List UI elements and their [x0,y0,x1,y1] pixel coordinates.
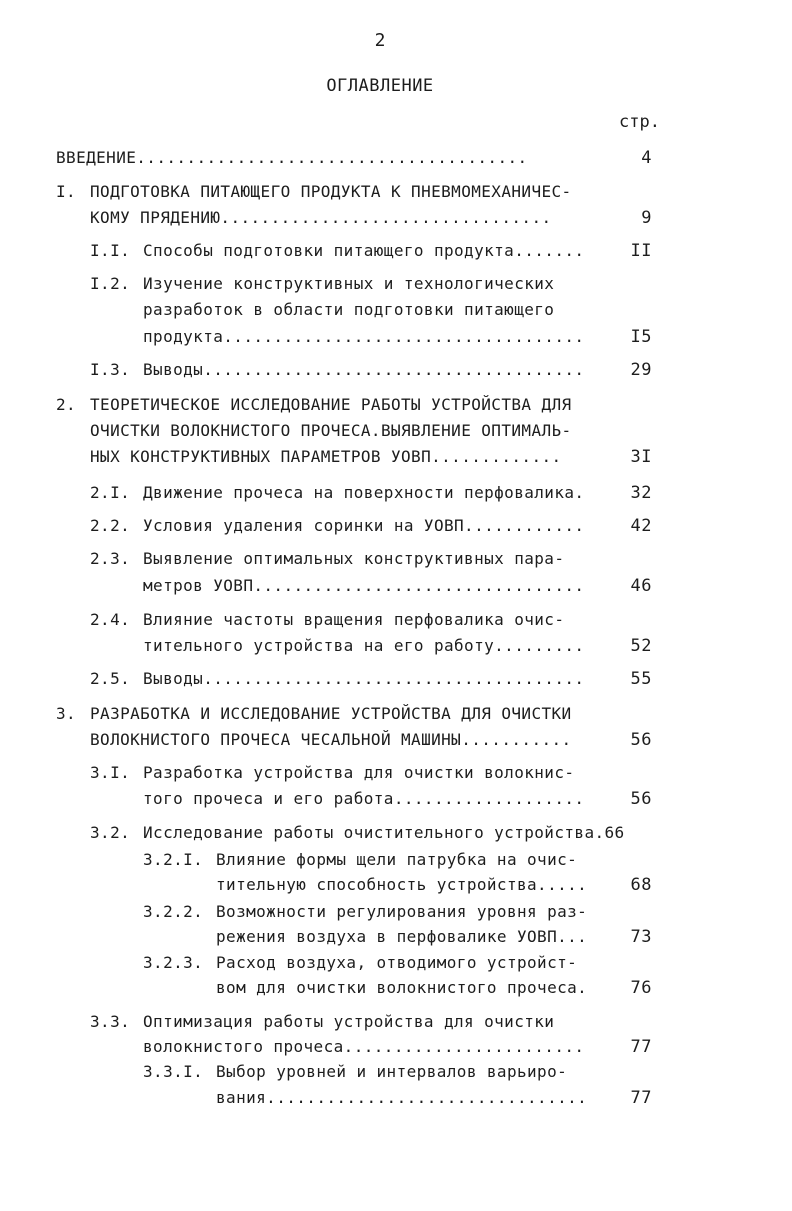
section-number: 3.3. [90,1012,131,1031]
page-column-label: стр. [619,112,660,132]
page-ref: 55 [630,669,652,689]
toc-entry-line: Условия удаления соринки на УОВП............ [143,516,585,535]
page-ref: 4 [641,148,652,168]
section-number: 2.I. [90,483,131,502]
page-ref: 29 [630,360,652,380]
section-number: 3.I. [90,763,131,782]
section-number: 2.2. [90,516,131,535]
section-number: I.2. [90,274,131,293]
toc-entry-line: Способы подготовки питающего продукта....... [143,241,585,260]
toc-entry-line: Влияние частоты вращения перфовалика очис- [143,610,565,629]
page-ref: 77 [630,1037,652,1057]
page-ref: 56 [630,789,652,809]
toc-entry-line: Оптимизация работы устройства для очистки [143,1012,555,1031]
page-ref: 76 [630,978,652,998]
page-ref: II [630,241,652,261]
toc-entry-line: НЫХ КОНСТРУКТИВНЫХ ПАРАМЕТРОВ УОВП............. [90,447,562,466]
toc-entry-line: ОЧИСТКИ ВОЛОКНИСТОГО ПРОЧЕСА.ВЫЯВЛЕНИЕ ОПТИМАЛЬ- [90,421,572,440]
page-title: ОГЛАВЛЕНИЕ [326,76,434,96]
toc-entry-line: Расход воздуха, отводимого устройст- [216,953,578,972]
page-ref: 77 [630,1088,652,1108]
section-number: 3.2.2. [143,902,204,921]
page-ref: 42 [630,516,652,536]
section-number: I.I. [90,241,131,260]
section-number: 3.3.I. [143,1062,204,1081]
section-number: 3.2.3. [143,953,204,972]
section-number: 2.5. [90,669,131,688]
toc-entry-line: метров УОВП................................. [143,576,585,595]
toc-entry-line: Выводы...................................... [143,669,585,688]
toc-entry-line: того прочеса и его работа................... [143,789,585,808]
toc-entry-line: Движение прочеса на поверхности перфовалика. [143,483,585,502]
toc-entry-line: вом для очистки волокнистого прочеса. [216,978,588,997]
toc-entry-line: ПОДГОТОВКА ПИТАЮЩЕГО ПРОДУКТА К ПНЕВМОМЕХАНИЧЕС- [90,182,572,201]
toc-entry-line: Исследование работы очистительного устройства.66 [143,823,625,842]
toc-entry-line: тительную способность устройства..... [216,875,588,894]
toc-entry-line: продукта.................................... [143,327,585,346]
page-ref: 56 [630,730,652,750]
page-ref: 3I [630,447,652,467]
section-number: 3.2.I. [143,850,204,869]
toc-entry-line: ВОЛОКНИСТОГО ПРОЧЕСА ЧЕСАЛЬНОЙ МАШИНЫ........... [90,730,572,749]
page-ref: 9 [641,208,652,228]
page-ref: I5 [630,327,652,347]
toc-entry-line: Разработка устройства для очистки волокнис- [143,763,575,782]
section-number: I. [56,182,77,201]
toc-entry-line: режения воздуха в перфовалике УОВП... [216,927,588,946]
toc-entry-line: вания................................ [216,1088,588,1107]
section-number: 3.2. [90,823,131,842]
page-ref: 68 [630,875,652,895]
toc-entry-line: КОМУ ПРЯДЕНИЮ................................. [90,208,552,227]
section-number: 3. [56,704,77,723]
toc-entry-line: Выбор уровней и интервалов варьиро- [216,1062,568,1081]
toc-entry-line: волокнистого прочеса........................ [143,1037,585,1056]
page-ref: 52 [630,636,652,656]
toc-entry-line: разработок в области подготовки питающего [143,300,555,319]
section-number: 2. [56,395,77,414]
page-number: 2 [374,30,386,51]
toc-entry-line: Возможности регулирования уровня раз- [216,902,588,921]
toc-entry-line: Выявление оптимальных конструктивных пара- [143,549,565,568]
toc-entry-line: ТЕОРЕТИЧЕСКОЕ ИССЛЕДОВАНИЕ РАБОТЫ УСТРОЙСТВА ДЛЯ [90,395,572,414]
section-number: I.3. [90,360,131,379]
toc-entry-line: ВВЕДЕНИЕ....................................... [56,148,528,167]
toc-entry-line: Изучение конструктивных и технологических [143,274,555,293]
toc-entry-line: тительного устройства на его работу......... [143,636,585,655]
page-ref: 73 [630,927,652,947]
toc-entry-line: РАЗРАБОТКА И ИССЛЕДОВАНИЕ УСТРОЙСТВА ДЛЯ ОЧИСТКИ [90,704,572,723]
section-number: 2.4. [90,610,131,629]
section-number: 2.3. [90,549,131,568]
page-ref: 32 [630,483,652,503]
toc-entry-line: Влияние формы щели патрубка на очис- [216,850,578,869]
toc-entry-line: Выводы...................................... [143,360,585,379]
page-ref: 46 [630,576,652,596]
